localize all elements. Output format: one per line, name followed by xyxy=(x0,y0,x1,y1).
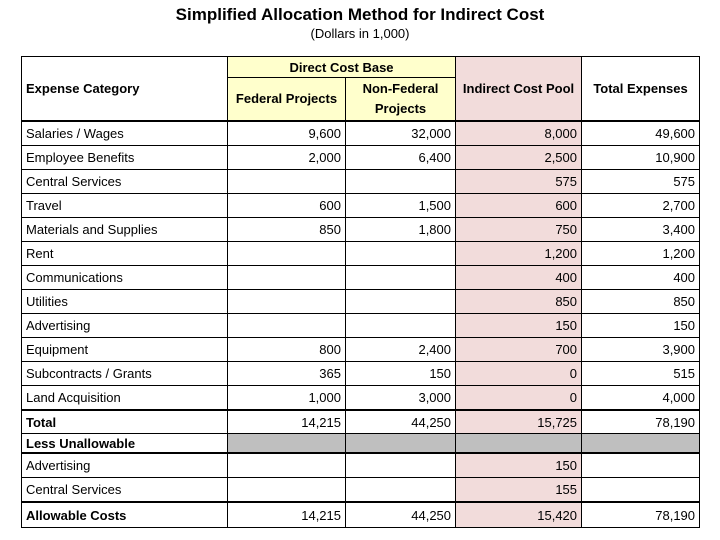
nonfederal-value-cell: 1,500 xyxy=(346,194,456,218)
table-row xyxy=(22,338,700,362)
federal-value-cell xyxy=(228,314,346,338)
unallowable-band-cell xyxy=(346,434,456,454)
federal-value-cell xyxy=(228,290,346,314)
table-row xyxy=(22,266,700,290)
total-value-cell: 2,700 xyxy=(582,194,700,218)
indirect-value-cell: 850 xyxy=(456,290,582,314)
total-value-cell: 78,190 xyxy=(582,410,700,434)
header-nonfederal-projects: Non-Federal Projects xyxy=(346,78,456,122)
total-value-cell: 575 xyxy=(582,170,700,194)
federal-value-cell xyxy=(228,478,346,503)
expense-category-cell: Equipment xyxy=(22,338,228,362)
nonfederal-value-cell: 44,250 xyxy=(346,502,456,528)
expense-category-cell: Advertising xyxy=(22,453,228,478)
indirect-value-cell: 0 xyxy=(456,386,582,411)
indirect-value-cell: 750 xyxy=(456,218,582,242)
total-value-cell: 515 xyxy=(582,362,700,386)
unallowable-band-cell xyxy=(582,434,700,454)
indirect-value-cell: 155 xyxy=(456,478,582,503)
indirect-value-cell: 150 xyxy=(456,314,582,338)
federal-value-cell: 1,000 xyxy=(228,386,346,411)
nonfederal-value-cell: 150 xyxy=(346,362,456,386)
indirect-value-cell: 15,420 xyxy=(456,502,582,528)
indirect-value-cell: 2,500 xyxy=(456,146,582,170)
nonfederal-value-cell: 44,250 xyxy=(346,410,456,434)
header-indirect-cost-pool: Indirect Cost Pool xyxy=(456,57,582,122)
indirect-value-cell: 400 xyxy=(456,266,582,290)
federal-value-cell: 14,215 xyxy=(228,410,346,434)
total-value-cell xyxy=(582,478,700,503)
page-title: Simplified Allocation Method for Indirect Cost xyxy=(175,5,545,24)
nonfederal-value-cell xyxy=(346,170,456,194)
header-direct-cost-base: Direct Cost Base xyxy=(228,57,456,78)
total-value-cell: 78,190 xyxy=(582,502,700,528)
indirect-value-cell: 600 xyxy=(456,194,582,218)
indirect-value-cell: 1,200 xyxy=(456,242,582,266)
federal-value-cell xyxy=(228,170,346,194)
expense-category-cell: Employee Benefits xyxy=(22,146,228,170)
total-value-cell: 850 xyxy=(582,290,700,314)
expense-category-cell: Communications xyxy=(22,266,228,290)
expense-category-cell: Materials and Supplies xyxy=(22,218,228,242)
header-total-expenses: Total Expenses xyxy=(582,57,700,122)
total-value-cell: 4,000 xyxy=(582,386,700,411)
total-value-cell: 10,900 xyxy=(582,146,700,170)
expense-category-cell: Advertising xyxy=(22,314,228,338)
table-row xyxy=(22,170,700,194)
table-row xyxy=(22,386,700,411)
total-value-cell: 400 xyxy=(582,266,700,290)
indirect-value-cell: 700 xyxy=(456,338,582,362)
expense-category-cell: Allowable Costs xyxy=(22,502,228,528)
total-value-cell: 3,900 xyxy=(582,338,700,362)
nonfederal-value-cell: 6,400 xyxy=(346,146,456,170)
total-value-cell xyxy=(582,453,700,478)
total-value-cell: 1,200 xyxy=(582,242,700,266)
allocation-table xyxy=(21,56,700,528)
expense-category-cell: Land Acquisition xyxy=(22,386,228,411)
nonfederal-value-cell xyxy=(346,266,456,290)
less-unallowable-label: Less Unallowable xyxy=(22,434,228,454)
expense-category-cell: Total xyxy=(22,410,228,434)
table-body xyxy=(22,57,700,528)
federal-value-cell xyxy=(228,453,346,478)
unallowable-band-cell xyxy=(456,434,582,454)
federal-value-cell: 365 xyxy=(228,362,346,386)
nonfederal-value-cell: 2,400 xyxy=(346,338,456,362)
federal-value-cell: 800 xyxy=(228,338,346,362)
header-expense-category: Expense Category xyxy=(22,57,228,122)
expense-category-cell: Subcontracts / Grants xyxy=(22,362,228,386)
header-row-1 xyxy=(22,57,700,78)
federal-value-cell: 14,215 xyxy=(228,502,346,528)
expense-category-cell: Rent xyxy=(22,242,228,266)
total-row xyxy=(22,410,700,434)
allowable-costs-row xyxy=(22,502,700,528)
table-row xyxy=(22,218,700,242)
table-row xyxy=(22,146,700,170)
less-unallowable-row xyxy=(22,434,700,454)
expense-category-cell: Travel xyxy=(22,194,228,218)
expense-category-cell: Central Services xyxy=(22,170,228,194)
nonfederal-value-cell xyxy=(346,314,456,338)
total-value-cell: 150 xyxy=(582,314,700,338)
indirect-value-cell: 15,725 xyxy=(456,410,582,434)
federal-value-cell: 9,600 xyxy=(228,121,346,146)
nonfederal-value-cell: 3,000 xyxy=(346,386,456,411)
table-row xyxy=(22,121,700,146)
table-row xyxy=(22,290,700,314)
federal-value-cell: 600 xyxy=(228,194,346,218)
nonfederal-value-cell xyxy=(346,242,456,266)
page-subtitle: (Dollars in 1,000) xyxy=(310,26,410,41)
table-row xyxy=(22,194,700,218)
expense-category-cell: Central Services xyxy=(22,478,228,503)
expense-category-cell: Utilities xyxy=(22,290,228,314)
header-federal-projects: Federal Projects xyxy=(228,78,346,122)
indirect-value-cell: 575 xyxy=(456,170,582,194)
federal-value-cell: 2,000 xyxy=(228,146,346,170)
nonfederal-value-cell: 32,000 xyxy=(346,121,456,146)
indirect-value-cell: 8,000 xyxy=(456,121,582,146)
table-row xyxy=(22,362,700,386)
total-value-cell: 49,600 xyxy=(582,121,700,146)
federal-value-cell xyxy=(228,266,346,290)
unallowable-row xyxy=(22,453,700,478)
federal-value-cell xyxy=(228,242,346,266)
nonfederal-value-cell: 1,800 xyxy=(346,218,456,242)
unallowable-band-cell xyxy=(228,434,346,454)
expense-category-cell: Salaries / Wages xyxy=(22,121,228,146)
nonfederal-value-cell xyxy=(346,453,456,478)
indirect-value-cell: 0 xyxy=(456,362,582,386)
table-row xyxy=(22,314,700,338)
indirect-value-cell: 150 xyxy=(456,453,582,478)
nonfederal-value-cell xyxy=(346,478,456,503)
unallowable-row xyxy=(22,478,700,503)
total-value-cell: 3,400 xyxy=(582,218,700,242)
table-row xyxy=(22,242,700,266)
nonfederal-value-cell xyxy=(346,290,456,314)
federal-value-cell: 850 xyxy=(228,218,346,242)
